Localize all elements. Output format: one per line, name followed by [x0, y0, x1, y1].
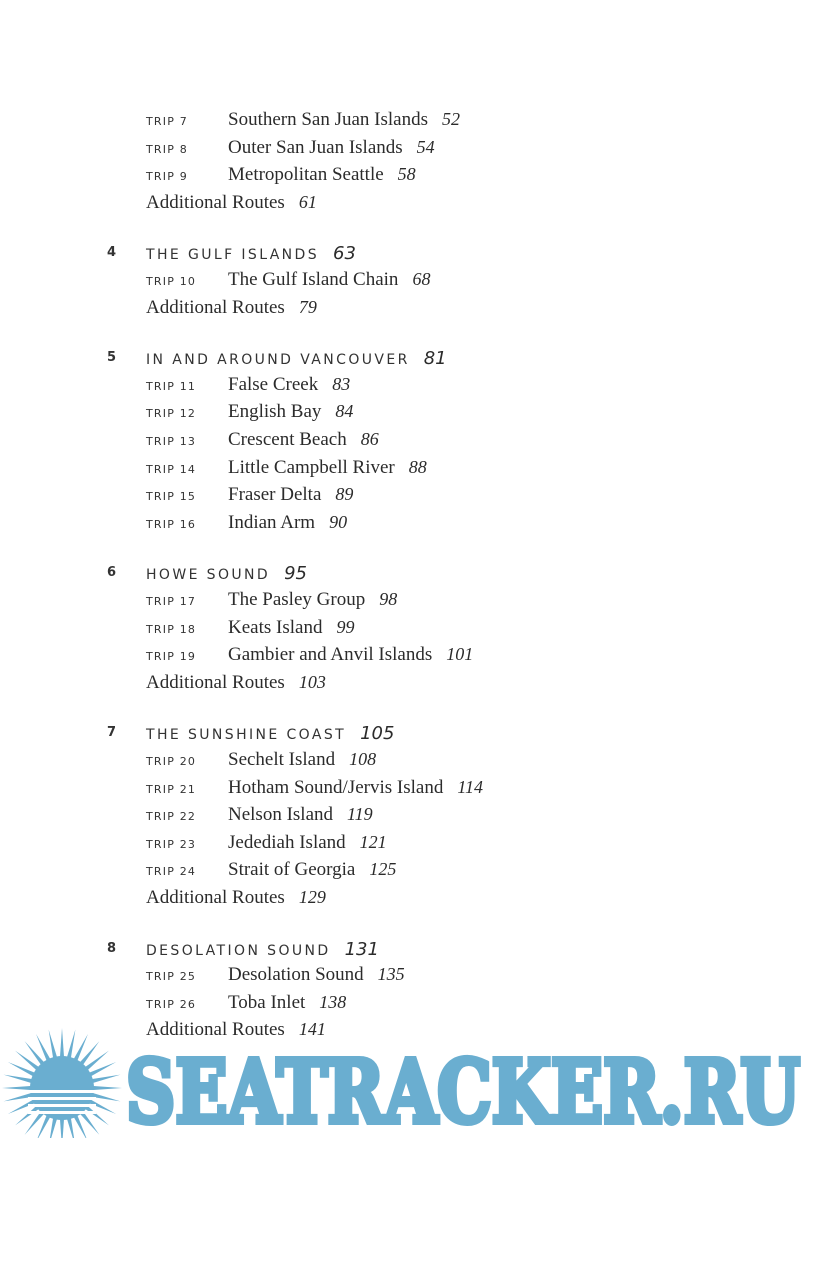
trip-title	[228, 992, 346, 1014]
page-number: 99	[336, 616, 355, 637]
chapter-title-text: THE SUNSHINE COAST	[146, 727, 347, 744]
trip-title	[228, 137, 435, 159]
trip-title	[228, 859, 396, 881]
trip-label: TRIP 26	[146, 997, 197, 1011]
trip-label: TRIP 18	[146, 622, 197, 636]
additional-routes-text: Additional Routes	[146, 296, 285, 318]
trip-title-text: Crescent Beach	[228, 429, 347, 450]
trip-title	[228, 777, 483, 799]
sun-icon	[2, 1028, 122, 1138]
trip-label: TRIP 15	[146, 490, 197, 504]
trip-label: TRIP 11	[146, 379, 197, 393]
page-number: 54	[416, 136, 435, 157]
page-number: 103	[298, 671, 326, 692]
page-number: 105	[360, 723, 395, 745]
chapter-title	[146, 243, 356, 264]
trip-title-text: Desolation Sound	[228, 964, 364, 986]
trip-title-text: Keats Island	[228, 616, 323, 638]
chapter-number: 7	[107, 725, 117, 741]
page-number: 125	[369, 859, 397, 880]
page-number: 84	[335, 401, 354, 422]
trip-label: TRIP 9	[146, 170, 188, 184]
page-number: 131	[344, 938, 379, 960]
additional-routes-title	[146, 887, 326, 909]
trip-title-text: The Pasley Group	[228, 589, 366, 610]
trip-title-text: Toba Inlet	[228, 991, 306, 1013]
chapter-number: 5	[107, 350, 117, 366]
trip-label: TRIP 8	[146, 142, 188, 156]
trip-title	[228, 832, 387, 854]
trip-title-text: False Creek	[228, 373, 319, 395]
additional-routes-text: Additional Routes	[146, 887, 285, 908]
page-number: 58	[397, 164, 416, 185]
chapter-title-text: HOWE SOUND	[146, 567, 271, 584]
chapter-title-text: THE GULF ISLANDS	[146, 247, 320, 264]
watermark-logo	[0, 1018, 813, 1138]
trip-title	[228, 644, 473, 666]
trip-title	[228, 617, 354, 639]
page-number: 141	[298, 1019, 326, 1040]
trip-title	[228, 804, 373, 826]
trip-label: TRIP 22	[146, 810, 197, 824]
trip-title	[228, 512, 347, 534]
trip-title-text: Fraser Delta	[228, 484, 322, 506]
trip-title	[228, 457, 427, 479]
trip-title	[228, 401, 353, 423]
additional-routes-text: Additional Routes	[146, 671, 285, 693]
page-number: 81	[423, 348, 447, 370]
page-number: 89	[335, 484, 354, 505]
additional-routes-title	[146, 297, 317, 319]
trip-label: TRIP 10	[146, 275, 197, 288]
additional-routes-title	[146, 672, 326, 694]
page-number: 63	[333, 243, 356, 265]
trip-title-text: Southern San Juan Islands	[228, 109, 429, 130]
page-number: 129	[298, 887, 326, 907]
trip-label: TRIP 19	[146, 650, 197, 664]
trip-title	[228, 589, 397, 611]
trip-title	[228, 429, 379, 451]
trip-title-text: Hotham Sound/Jervis Island	[228, 776, 444, 798]
trip-title-text: Outer San Juan Islands	[228, 136, 403, 158]
chapter-title	[146, 348, 447, 369]
trip-title-text: Sechelt Island	[228, 749, 336, 770]
chapter-number: 6	[107, 565, 117, 581]
page-number: 138	[319, 991, 347, 1012]
trip-title-text: Little Campbell River	[228, 456, 395, 478]
trip-title-text: Nelson Island	[228, 804, 334, 826]
watermark-text-fill: SEATRACKER.RU	[126, 1042, 800, 1138]
trip-label: TRIP 16	[146, 517, 197, 531]
additional-routes-text: Additional Routes	[146, 191, 285, 213]
trip-title	[228, 164, 416, 186]
page-number: 135	[377, 964, 405, 985]
watermark-text: SEATRACKER.RU	[126, 1042, 800, 1138]
page-number: 52	[442, 109, 461, 129]
chapter-title-text: DESOLATION SOUND	[146, 942, 331, 959]
trip-label: TRIP 25	[146, 970, 197, 984]
trip-title	[228, 484, 353, 506]
page-number: 114	[457, 776, 483, 797]
trip-label: TRIP 17	[146, 595, 197, 608]
chapter-title	[146, 563, 307, 584]
chapter-title-text: IN AND AROUND VANCOUVER	[146, 352, 410, 369]
trip-label: TRIP 7	[146, 115, 188, 128]
page-number: 83	[332, 373, 351, 394]
page-number: 119	[347, 804, 373, 825]
page-number: 61	[298, 191, 317, 212]
trip-label: TRIP 20	[146, 755, 197, 768]
page-number: 95	[284, 563, 307, 585]
additional-routes-text: Additional Routes	[146, 1019, 285, 1041]
trip-title	[228, 749, 376, 771]
chapter-number: 8	[107, 940, 117, 956]
trip-title-text: Gambier and Anvil Islands	[228, 644, 433, 666]
page-number: 90	[329, 511, 348, 532]
additional-routes-title	[146, 192, 317, 214]
chapter-number: 4	[107, 245, 117, 261]
trip-title-text: Jedediah Island	[228, 831, 346, 853]
trip-title	[228, 109, 460, 131]
trip-title-text: Strait of Georgia	[228, 859, 356, 881]
trip-title	[228, 964, 405, 986]
trip-title-text: Metropolitan Seattle	[228, 164, 384, 186]
page-number: 101	[446, 644, 474, 665]
trip-title	[228, 269, 430, 291]
trip-title-text: Indian Arm	[228, 511, 316, 533]
page-number: 108	[349, 749, 377, 769]
trip-label: TRIP 13	[146, 435, 197, 448]
trip-title-text: English Bay	[228, 401, 322, 423]
page-number: 68	[412, 269, 431, 289]
trip-label: TRIP 21	[146, 782, 197, 796]
chapter-title	[146, 723, 394, 744]
chapter-title	[146, 939, 379, 960]
page-number: 88	[408, 456, 427, 477]
trip-label: TRIP 23	[146, 837, 197, 851]
trip-title-text: The Gulf Island Chain	[228, 269, 399, 290]
trip-title	[228, 374, 350, 396]
page-number: 121	[359, 831, 387, 852]
trip-label: TRIP 14	[146, 462, 197, 476]
page-number: 98	[379, 589, 398, 609]
trip-label: TRIP 12	[146, 407, 197, 421]
page-number: 86	[360, 429, 379, 449]
trip-label: TRIP 24	[146, 865, 197, 879]
page-number: 79	[298, 296, 317, 317]
